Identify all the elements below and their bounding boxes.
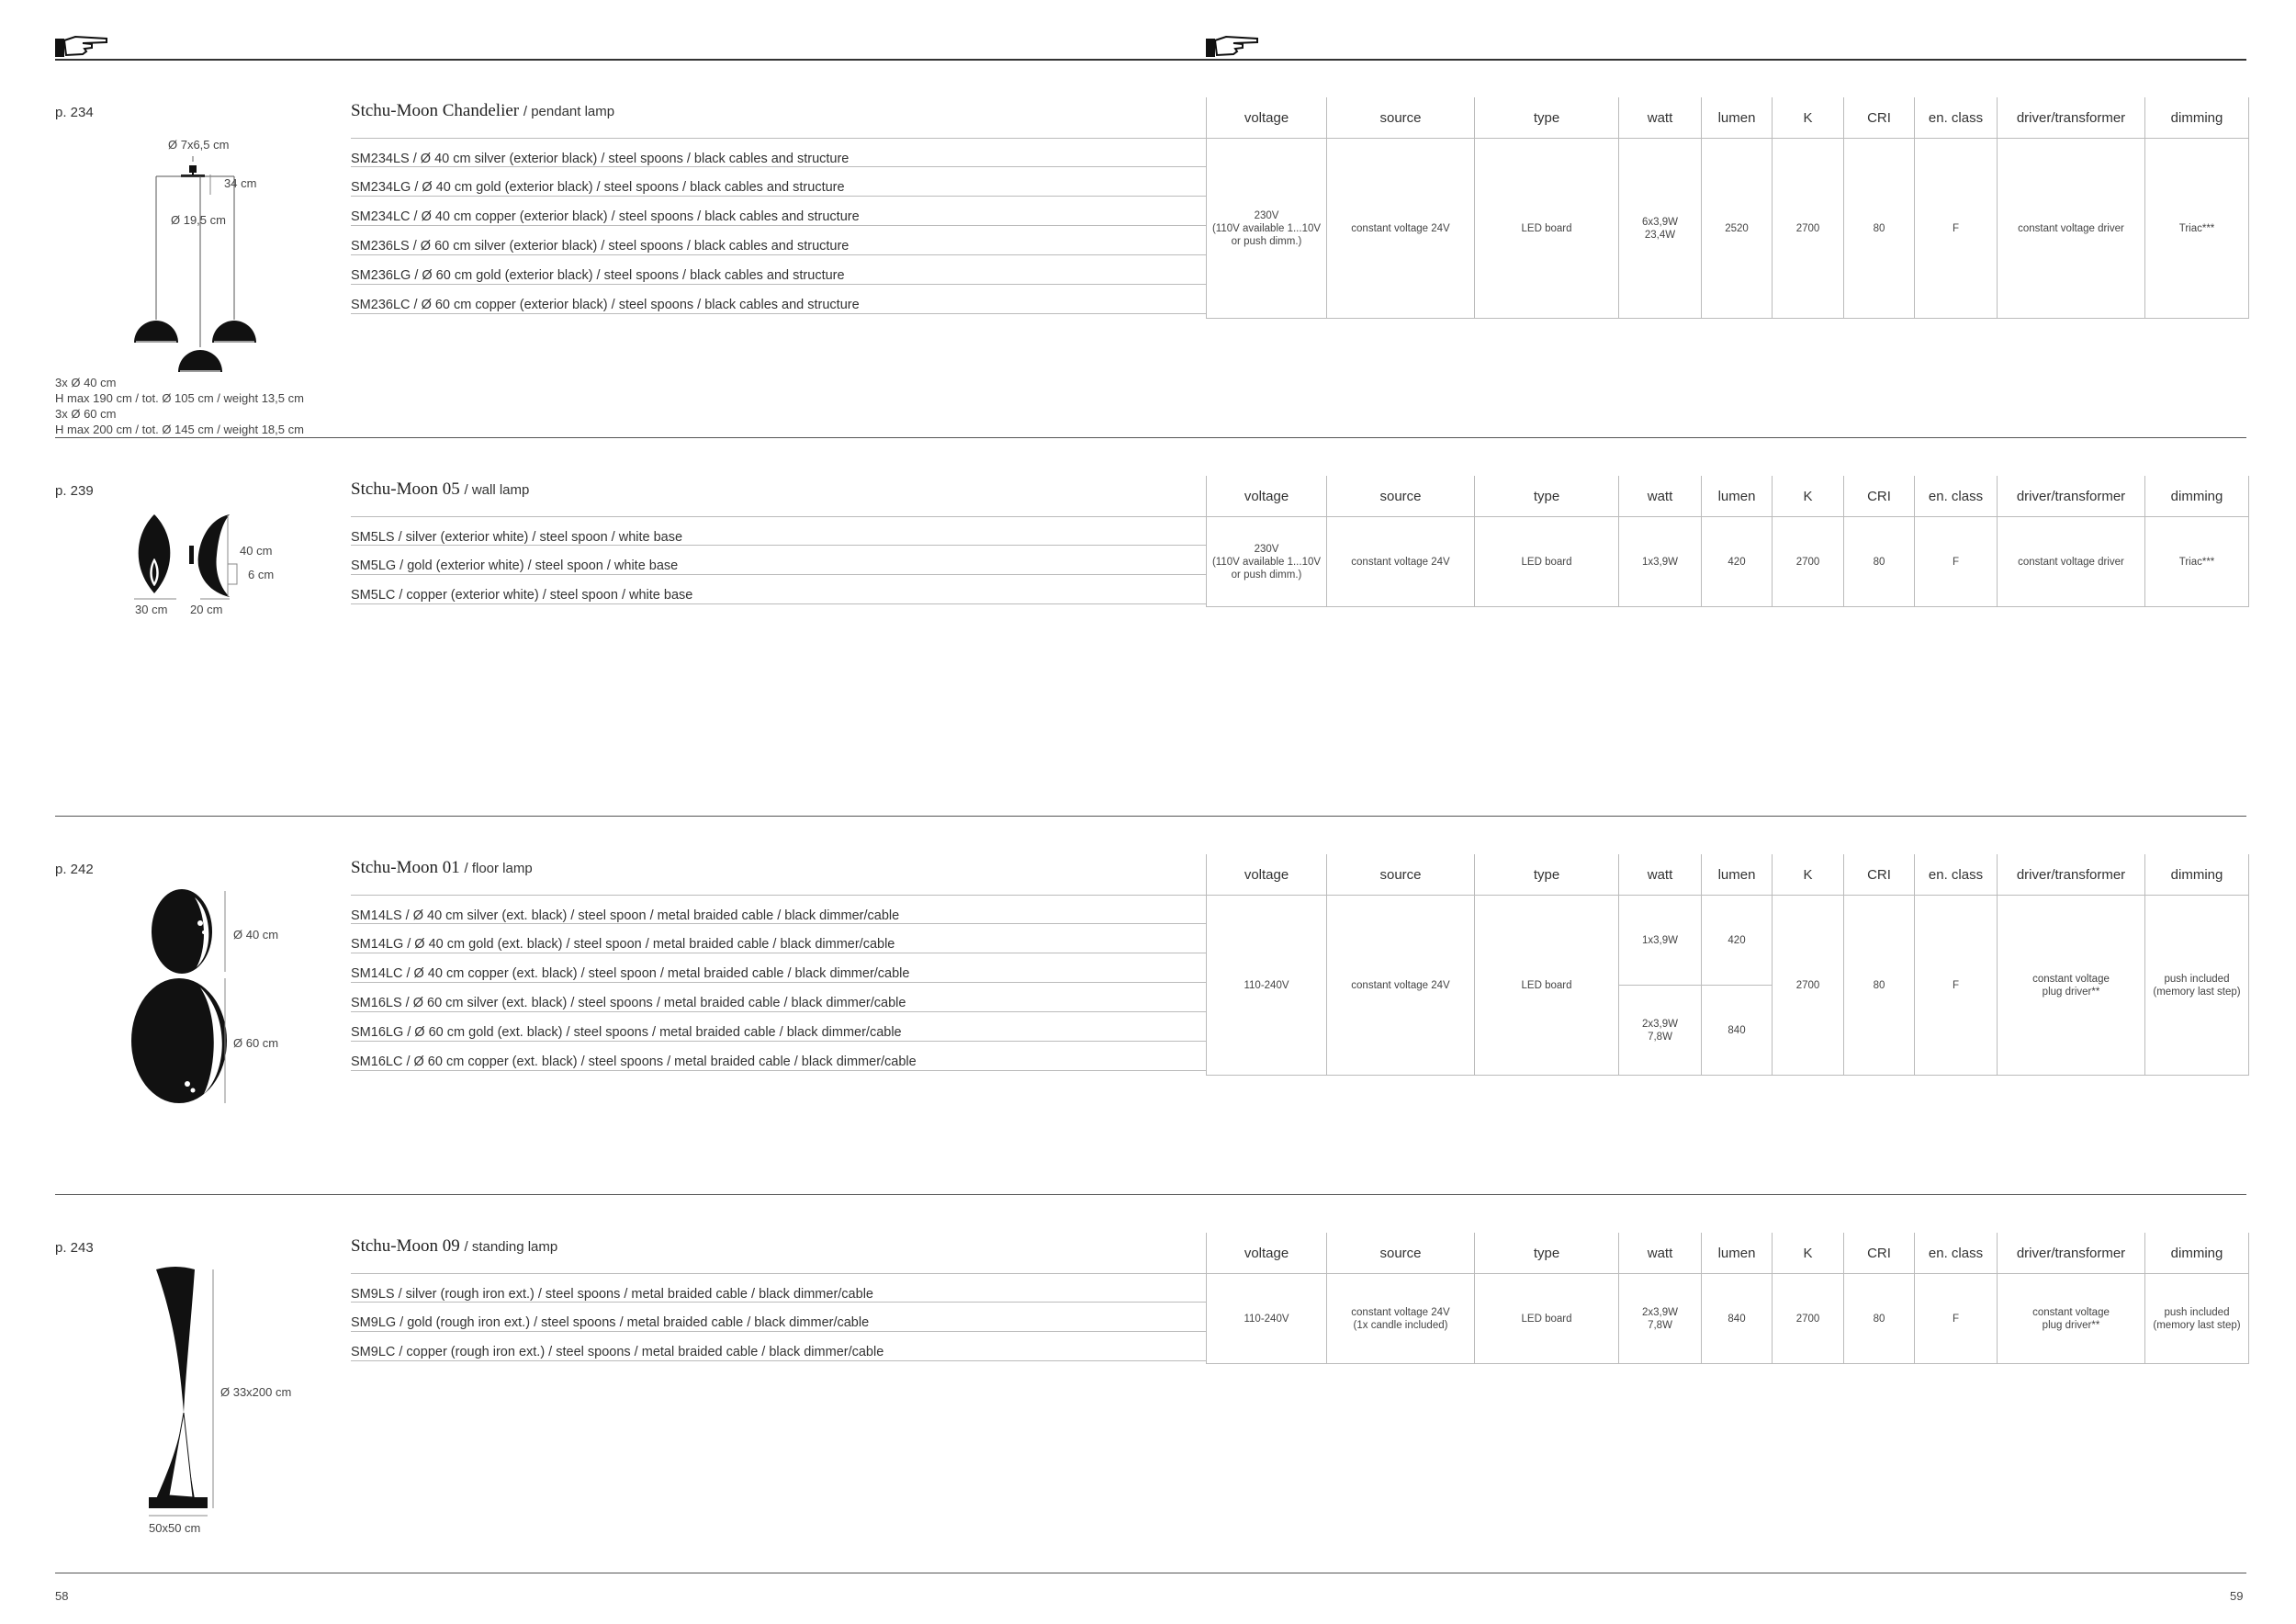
spec-type: LED board — [1475, 1274, 1619, 1364]
spec-watt: 1x3,9W — [1619, 517, 1702, 607]
col-header-driver: driver/transformer — [1998, 97, 2145, 139]
spec-lumen: 2520 — [1702, 139, 1773, 319]
spec-driver: constant voltage driver — [1998, 139, 2145, 319]
col-header-cri: CRI — [1844, 476, 1915, 517]
col-header-source: source — [1327, 1233, 1475, 1274]
variant-row: SM234LS / Ø 40 cm silver (exterior black) / steel spoons / black cables and structure — [351, 138, 1206, 167]
variant-row: SM5LC / copper (exterior white) / steel spoon / white base — [351, 575, 1206, 604]
variant-row: SM234LG / Ø 40 cm gold (exterior black) / steel spoons / black cables and structure — [351, 167, 1206, 197]
spec-dimming: push included (memory last step) — [2145, 896, 2249, 1076]
wall-lamp-drawing — [127, 511, 246, 603]
spec-table — [1206, 97, 2249, 319]
dimension-label: 40 cm — [240, 544, 273, 558]
header-rule — [55, 59, 2246, 61]
col-header-en-class: en. class — [1915, 854, 1998, 896]
section-divider — [55, 816, 2246, 817]
dimension-label: 20 cm — [190, 603, 223, 616]
variant-row: SM234LC / Ø 40 cm copper (exterior black) / steel spoons / black cables and structure — [351, 197, 1206, 226]
spec-type: LED board — [1475, 896, 1619, 1076]
variant-row: SM9LS / silver (rough iron ext.) / steel spoons / metal braided cable / black dimmer/cable — [351, 1273, 1206, 1303]
col-header-driver: driver/transformer — [1998, 1233, 2145, 1274]
col-header-cri: CRI — [1844, 97, 1915, 139]
spec-cri: 80 — [1844, 896, 1915, 1076]
dimension-label: Ø 33x200 cm — [220, 1385, 292, 1399]
spec-lumen: 420 — [1702, 517, 1773, 607]
col-header-voltage: voltage — [1207, 854, 1327, 896]
spec-k: 2700 — [1773, 896, 1844, 1076]
col-header-lumen: lumen — [1702, 476, 1773, 517]
product-title — [351, 479, 529, 500]
variant-row: SM16LG / Ø 60 cm gold (ext. black) / steel spoons / metal braided cable / black dimmer/cable — [351, 1012, 1206, 1042]
spec-table — [1206, 476, 2249, 607]
spec-watt: 2x3,9W 7,8W — [1619, 1274, 1702, 1364]
variant-row: SM14LG / Ø 40 cm gold (ext. black) / steel spoon / metal braided cable / black dimmer/cable — [351, 924, 1206, 953]
spec-type: LED board — [1475, 139, 1619, 319]
spec-table — [1206, 1233, 2249, 1364]
spec-table — [1206, 854, 2249, 1076]
variant-row: SM9LG / gold (rough iron ext.) / steel spoons / metal braided cable / black dimmer/cable — [351, 1303, 1206, 1332]
variant-row: SM16LC / Ø 60 cm copper (ext. black) / steel spoons / metal braided cable / black dimmer/cable — [351, 1042, 1206, 1071]
dimension-label: 50x50 cm — [149, 1521, 201, 1535]
product-name: Stchu-Moon 01 — [351, 858, 460, 877]
col-header-en-class: en. class — [1915, 476, 1998, 517]
product-name: Stchu-Moon 05 — [351, 479, 460, 499]
section-divider — [55, 1194, 2246, 1195]
variant-list — [351, 138, 1206, 314]
variant-row: SM236LC / Ø 60 cm copper (exterior black) / steel spoons / black cables and structure — [351, 285, 1206, 314]
dimension-notes: 3x Ø 40 cm H max 190 cm / tot. Ø 105 cm / weight 13,5 cm 3x Ø 60 cm H max 200 cm / tot. Ø 145 cm / weight 18,5 cm — [55, 376, 304, 436]
col-header-k: K — [1773, 476, 1844, 517]
col-header-k: K — [1773, 97, 1844, 139]
product-title — [351, 858, 533, 878]
col-header-watt: watt — [1619, 476, 1702, 517]
variant-list — [351, 516, 1206, 604]
col-header-watt: watt — [1619, 1233, 1702, 1274]
spec-lumen: 840 — [1702, 986, 1773, 1076]
col-header-dimming: dimming — [2145, 854, 2249, 896]
col-header-voltage: voltage — [1207, 476, 1327, 517]
spec-en-class: F — [1915, 139, 1998, 319]
spec-type: LED board — [1475, 517, 1619, 607]
spec-voltage: 230V (110V available 1...10V or push dimm.) — [1207, 139, 1327, 319]
dimension-label: 6 cm — [248, 568, 275, 581]
dimension-label: Ø 40 cm — [233, 928, 279, 942]
page-reference: p. 243 — [55, 1240, 94, 1256]
product-name: Stchu-Moon 09 — [351, 1236, 460, 1256]
col-header-type: type — [1475, 1233, 1619, 1274]
spec-lumen: 420 — [1702, 896, 1773, 986]
spec-source: constant voltage 24V — [1327, 896, 1475, 1076]
spec-k: 2700 — [1773, 1274, 1844, 1364]
spec-source: constant voltage 24V — [1327, 517, 1475, 607]
variant-row: SM236LG / Ø 60 cm gold (exterior black) / steel spoons / black cables and structure — [351, 255, 1206, 285]
spec-k: 2700 — [1773, 517, 1844, 607]
col-header-en-class: en. class — [1915, 97, 1998, 139]
variant-list — [351, 1273, 1206, 1361]
col-header-en-class: en. class — [1915, 1233, 1998, 1274]
col-header-k: K — [1773, 854, 1844, 896]
product-category: / standing lamp — [464, 1239, 558, 1255]
col-header-dimming: dimming — [2145, 97, 2249, 139]
product-title — [351, 1236, 557, 1257]
col-header-source: source — [1327, 476, 1475, 517]
variant-row: SM9LC / copper (rough iron ext.) / steel spoons / metal braided cable / black dimmer/cable — [351, 1332, 1206, 1361]
col-header-type: type — [1475, 854, 1619, 896]
variant-row: SM5LG / gold (exterior white) / steel spoon / white base — [351, 546, 1206, 575]
col-header-dimming: dimming — [2145, 476, 2249, 517]
variant-row: SM5LS / silver (exterior white) / steel spoon / white base — [351, 516, 1206, 546]
dimension-label: 34 cm — [224, 176, 257, 190]
spec-driver: constant voltage plug driver** — [1998, 1274, 2145, 1364]
spec-en-class: F — [1915, 896, 1998, 1076]
spec-watt: 6x3,9W 23,4W — [1619, 139, 1702, 319]
col-header-lumen: lumen — [1702, 1233, 1773, 1274]
col-header-driver: driver/transformer — [1998, 476, 2145, 517]
spec-source: constant voltage 24V (1x candle included) — [1327, 1274, 1475, 1364]
product-name: Stchu-Moon Chandelier — [351, 101, 520, 120]
variant-row: SM14LS / Ø 40 cm silver (ext. black) / steel spoon / metal braided cable / black dimmer/cable — [351, 895, 1206, 924]
col-header-voltage: voltage — [1207, 97, 1327, 139]
spec-en-class: F — [1915, 1274, 1998, 1364]
dimension-label: Ø 60 cm — [233, 1036, 279, 1050]
spec-cri: 80 — [1844, 139, 1915, 319]
spec-driver: constant voltage plug driver** — [1998, 896, 2145, 1076]
page-reference: p. 242 — [55, 862, 94, 877]
variant-row: SM16LS / Ø 60 cm silver (ext. black) / steel spoons / metal braided cable / black dimmer/cable — [351, 983, 1206, 1012]
dimension-label: Ø 7x6,5 cm — [168, 138, 230, 152]
page-reference: p. 239 — [55, 483, 94, 499]
col-header-source: source — [1327, 854, 1475, 896]
spec-cri: 80 — [1844, 1274, 1915, 1364]
spec-dimming: push included (memory last step) — [2145, 1274, 2249, 1364]
variant-row: SM236LS / Ø 60 cm silver (exterior black) / steel spoons / black cables and structure — [351, 226, 1206, 255]
spec-source: constant voltage 24V — [1327, 139, 1475, 319]
col-header-k: K — [1773, 1233, 1844, 1274]
standing-lamp-drawing — [138, 1266, 230, 1523]
col-header-dimming: dimming — [2145, 1233, 2249, 1274]
dimension-label: Ø 19,5 cm — [171, 213, 226, 227]
col-header-lumen: lumen — [1702, 97, 1773, 139]
product-category: / floor lamp — [464, 861, 533, 876]
variant-list — [351, 895, 1206, 1071]
col-header-cri: CRI — [1844, 1233, 1915, 1274]
col-header-voltage: voltage — [1207, 1233, 1327, 1274]
dimension-label: 30 cm — [135, 603, 168, 616]
spec-cri: 80 — [1844, 517, 1915, 607]
product-title — [351, 101, 614, 121]
spec-voltage: 110-240V — [1207, 1274, 1327, 1364]
spec-voltage: 110-240V — [1207, 896, 1327, 1076]
col-header-lumen: lumen — [1702, 854, 1773, 896]
page-number-left: 58 — [55, 1589, 69, 1603]
col-header-watt: watt — [1619, 854, 1702, 896]
col-header-watt: watt — [1619, 97, 1702, 139]
variant-row: SM14LC / Ø 40 cm copper (ext. black) / steel spoon / metal braided cable / black dimmer/cable — [351, 953, 1206, 983]
spec-watt: 1x3,9W — [1619, 896, 1702, 986]
col-header-cri: CRI — [1844, 854, 1915, 896]
spec-lumen: 840 — [1702, 1274, 1773, 1364]
spec-dimming: Triac*** — [2145, 517, 2249, 607]
col-header-source: source — [1327, 97, 1475, 139]
section-divider — [55, 437, 2246, 438]
spec-driver: constant voltage driver — [1998, 517, 2145, 607]
spec-dimming: Triac*** — [2145, 139, 2249, 319]
product-category: / pendant lamp — [523, 104, 615, 119]
col-header-type: type — [1475, 476, 1619, 517]
spec-en-class: F — [1915, 517, 1998, 607]
col-header-type: type — [1475, 97, 1619, 139]
spec-watt: 2x3,9W 7,8W — [1619, 986, 1702, 1076]
spec-k: 2700 — [1773, 139, 1844, 319]
page-reference: p. 234 — [55, 105, 94, 120]
col-header-driver: driver/transformer — [1998, 854, 2145, 896]
spec-voltage: 230V (110V available 1...10V or push dimm.) — [1207, 517, 1327, 607]
floor-lamp-drawing — [119, 886, 239, 1107]
page-number-right: 59 — [2230, 1589, 2244, 1603]
product-category: / wall lamp — [464, 482, 530, 498]
